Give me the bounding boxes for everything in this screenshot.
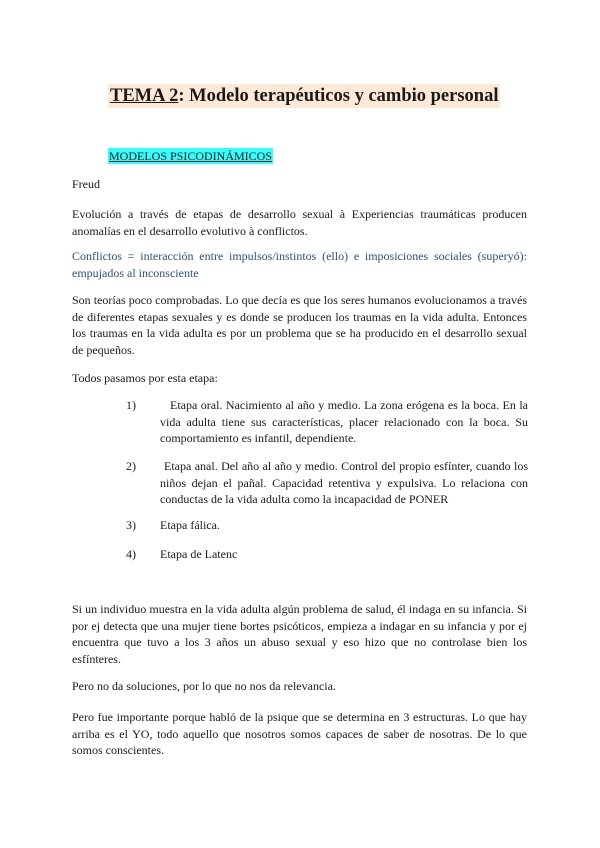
stage-number: 2)	[126, 459, 136, 473]
title-prefix: TEMA 2	[110, 86, 179, 106]
paragraph-conflicts: Conflictos = interacción entre impulsos/instintos (ello) e imposiciones sociales (superyó): empujados al inconsciente	[72, 249, 527, 280]
stage-text: Etapa de Latenc	[160, 547, 238, 561]
stage-number: 3)	[126, 518, 136, 532]
title-rest: : Modelo terapéuticos y cambio personal	[178, 86, 499, 106]
stage-item	[126, 458, 528, 508]
paragraph-individual: Si un individuo muestra en la vida adulta algún problema de salud, él indaga en su infancia. Si por ej detecta que una mujer tiene bortes psicóticos, empieza a indagar en su infancia y por ej encuentra que tuvo a los 3 años un abuso sexual y eso hizo que no controlase bien los esfínteres.	[72, 602, 527, 666]
stage-item	[126, 546, 528, 563]
paragraph-theories: Son teorías poco comprobadas. Lo que decía es que los seres humanos evolucionamos a través de diferentes etapas sexuales y es donde se producen los traumas en la vida adulta. Entonces los traumas en la vida adulta es por un problema que se ha producido en el desarrollo sexual de pequeños.	[72, 293, 527, 357]
stage-text: Etapa anal. Del año al año y medio. Control del propio esfínter, cuando los niños dejan el pañal. Capacidad retentiva y expulsiva. Lo relaciona con conductas de la vida adulta como la incapacidad de PONER	[160, 459, 528, 506]
paragraph-no-solutions: Pero no da soluciones, por lo que no nos da relevancia.	[72, 679, 336, 693]
stage-number: 4)	[126, 547, 136, 561]
stage-text: Etapa oral. Nacimiento al año y medio. La zona erógena es la boca. En la vida adulta tiene sus características, placer relacionado con la boca. Su comportamiento es infantil, dependiente.	[160, 398, 528, 445]
section-heading: MODELOS PSICODINÁMICOS	[109, 149, 273, 163]
paragraph-psyche: Pero fue importante porque habló de la psique que se determina en 3 estructuras. Lo que hay arriba es el YO, todo aquello que nosotros somos capaces de saber de nosotras. De lo que somos conscientes.	[72, 710, 527, 757]
paragraph-all-stages: Todos pasamos por esta etapa:	[72, 371, 218, 385]
stage-number: 1)	[126, 398, 136, 412]
stage-text: Etapa fálica.	[160, 518, 220, 532]
page-title	[108, 84, 500, 108]
stage-item	[126, 397, 528, 447]
author-label: Freud	[72, 177, 100, 191]
stage-item	[126, 517, 528, 534]
paragraph-evolution: Evolución a través de etapas de desarrollo sexual à Experiencias traumáticas producen anomalías en el desarrollo evolutivo à conflictos.	[72, 207, 527, 238]
